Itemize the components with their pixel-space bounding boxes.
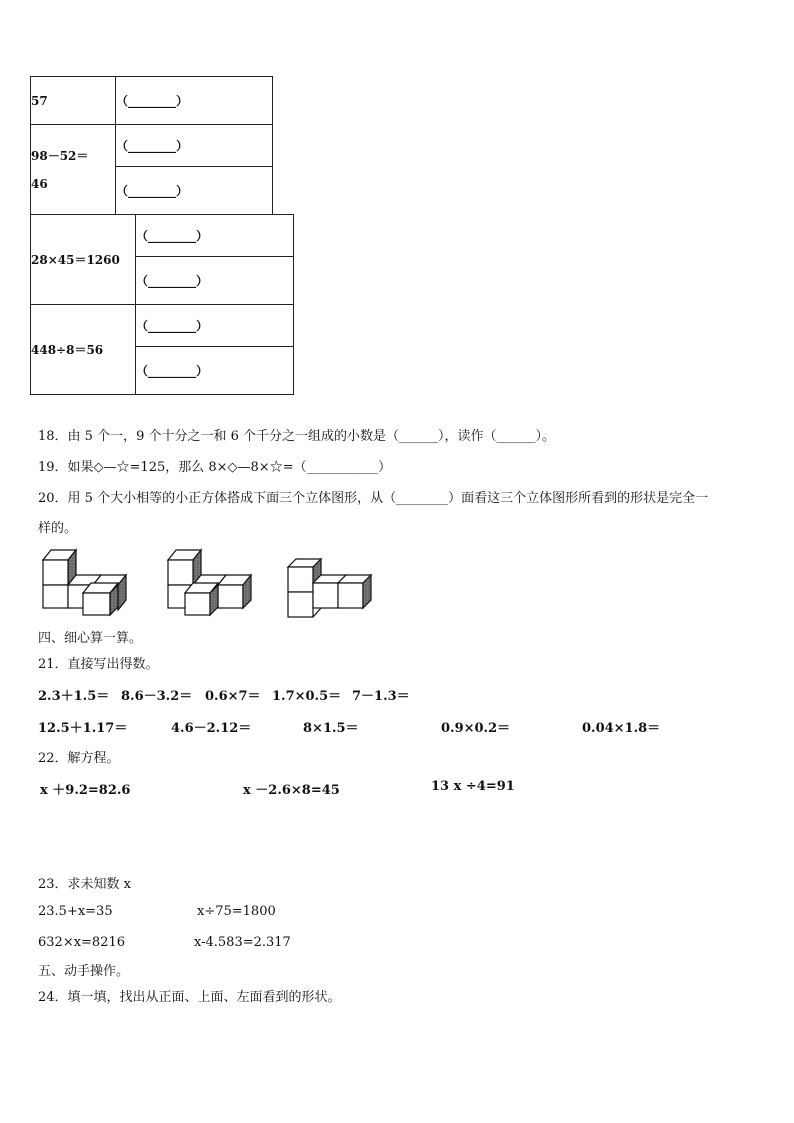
cube-figures [38, 545, 388, 620]
question-20-line1: 20．用 5 个大小相等的小正方体搭成下面三个立体图形，从（________）面看这三个立体图形所看到的形状是完全一 [38, 491, 709, 506]
calc-item: 0.04×1.8＝ [582, 721, 661, 736]
unknown-item: 632×x=8216 [38, 935, 126, 950]
table-label: 57 [31, 77, 116, 125]
calc-item: 2.3＋1.5＝ [38, 689, 110, 704]
section-4-title: 四、细心算一算。 [38, 631, 143, 646]
calc-item: 0.6×7＝ [205, 689, 261, 704]
answer-blank[interactable]: （________） [136, 347, 294, 395]
question-22: 22．解方程。 [38, 751, 120, 766]
answer-blank[interactable]: （________） [136, 305, 294, 347]
equation-item: x －2.6×8=45 [243, 783, 340, 798]
answer-blank[interactable]: （________） [136, 257, 294, 305]
equation-item: x ＋9.2=82.6 [40, 783, 131, 798]
question-23: 23．求未知数 x [38, 877, 132, 892]
unknown-item: x÷75=1800 [197, 904, 276, 919]
question-20-line2: 样的。 [38, 521, 78, 536]
section-5-title: 五、动手操作。 [38, 964, 130, 979]
table-label: 448÷8＝56 [31, 305, 136, 395]
table-label: 28×45＝1260 [31, 215, 136, 305]
question-18: 18．由 5 个一，9 个十分之一和 6 个千分之一组成的小数是（______），读作（______）。 [38, 429, 556, 444]
calc-item: 8.6－3.2＝ [121, 689, 193, 704]
answer-blank[interactable]: （________） [116, 77, 273, 125]
cube-figure-2 [168, 550, 251, 615]
unknown-item: x-4.583=2.317 [194, 935, 291, 950]
answer-table-1 [30, 76, 273, 215]
answer-blank[interactable]: （________） [136, 215, 294, 257]
equation-item: 13 x ÷4=91 [431, 779, 515, 794]
cube-figure-3 [288, 559, 371, 617]
calc-item: 1.7×0.5＝ [272, 689, 342, 704]
calc-item: 12.5＋1.17＝ [38, 721, 128, 736]
calc-item: 0.9×0.2＝ [441, 721, 511, 736]
table-label-top: 98－52＝ [31, 148, 89, 163]
question-19: 19．如果◇—☆=125，那么 8×◇—8×☆=（___________） [38, 460, 392, 475]
answer-table-2 [30, 214, 294, 395]
table-label [31, 125, 116, 215]
cube-figure-1 [43, 550, 126, 615]
answer-blank[interactable]: （________） [116, 167, 273, 215]
table-label-bottom: 46 [31, 176, 48, 191]
calc-item: 7－1.3＝ [352, 689, 410, 704]
question-24: 24．填一填，找出从正面、上面、左面看到的形状。 [38, 990, 341, 1005]
unknown-item: 23.5+x=35 [38, 904, 113, 919]
calc-item: 4.6－2.12＝ [171, 721, 252, 736]
calc-item: 8×1.5＝ [303, 721, 359, 736]
question-21: 21．直接写出得数。 [38, 657, 159, 672]
answer-blank[interactable]: （________） [116, 125, 273, 167]
